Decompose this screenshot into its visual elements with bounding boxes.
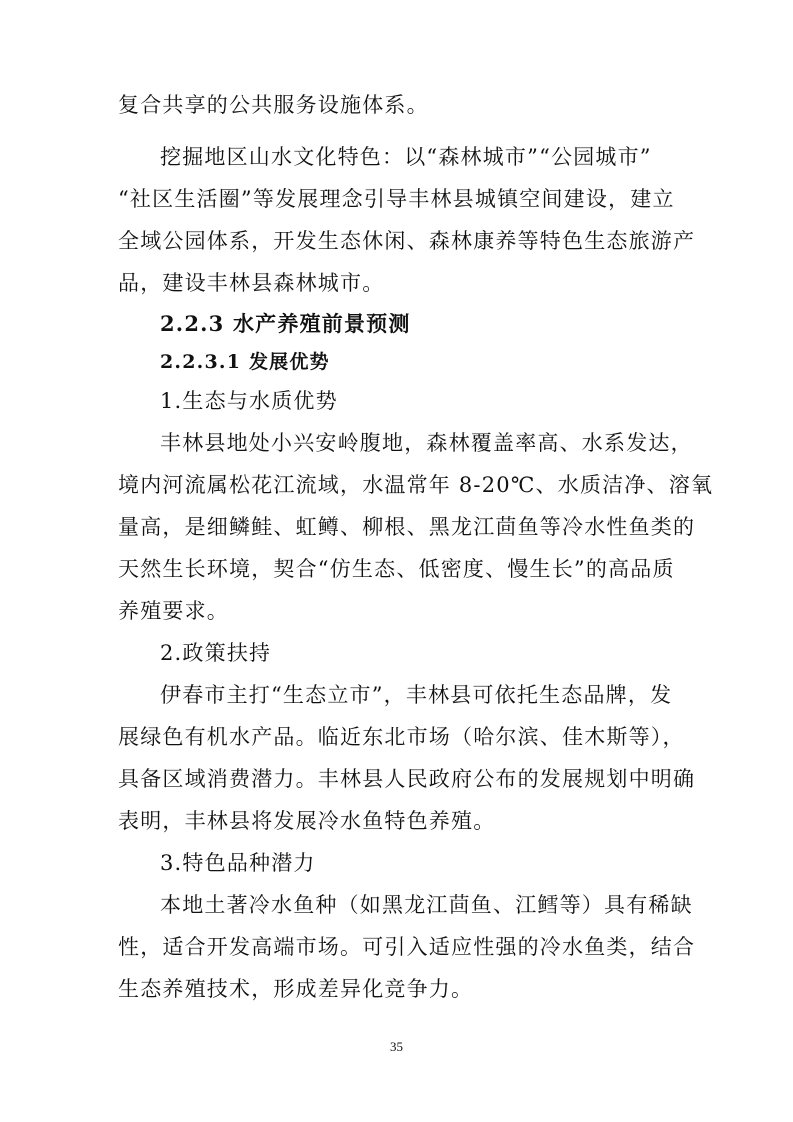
paragraph-line: 本地土著冷水鱼种（如黑龙江茴鱼、江鳕等）具有稀缺 [160, 893, 693, 917]
paragraph-line: 挖掘地区山水文化特色：以“森林城市”“公园城市” [160, 145, 652, 169]
subsection-heading: 2.2.3.1 发展优势 [160, 351, 330, 373]
page-number: 35 [390, 1039, 403, 1054]
paragraph-line: 境内河流属松花江流域，水温常年 8-20℃、水质洁净、溶氧 [118, 473, 714, 497]
paragraph-line: 性，适合开发高端市场。可引入适应性强的冷水鱼类，结合 [118, 935, 696, 959]
paragraph-line: 复合共享的公共服务设施体系。 [118, 93, 429, 117]
paragraph-line: 品，建设丰林县森林城市。 [118, 271, 385, 295]
paragraph-line: 天然生长环境，契合“仿生态、低密度、慢生长”的高品质 [118, 557, 675, 581]
paragraph-line: 量高，是细鳞鲑、虹鳟、柳根、黑龙江茴鱼等冷水性鱼类的 [118, 515, 696, 539]
paragraph-line: 具备区域消费潜力。丰林县人民政府公布的发展规划中明确 [118, 767, 696, 791]
paragraph-line: 展绿色有机水产品。临近东北市场（哈尔滨、佳木斯等）， [118, 725, 685, 749]
paragraph-line: “社区生活圈”等发展理念引导丰林县城镇空间建设，建立 [118, 187, 675, 211]
paragraph-line: 丰林县地处小兴安岭腹地，森林覆盖率高、水系发达， [160, 431, 693, 455]
paragraph-line: 表明，丰林县将发展冷水鱼特色养殖。 [118, 809, 496, 833]
list-heading: 3.特色品种潜力 [160, 851, 316, 875]
paragraph-line: 全域公园体系，开发生态休闲、森林康养等特色生态旅游产 [118, 229, 696, 253]
paragraph-line: 伊春市主打“生态立市”，丰林县可依托生态品牌，发 [160, 683, 673, 707]
paragraph-line: 生态养殖技术，形成差异化竞争力。 [118, 977, 474, 1001]
list-heading: 2.政策扶持 [160, 641, 272, 665]
list-heading: 1.生态与水质优势 [160, 389, 338, 413]
section-heading: 2.2.3 水产养殖前景预测 [160, 311, 411, 336]
paragraph-line: 养殖要求。 [118, 599, 229, 623]
